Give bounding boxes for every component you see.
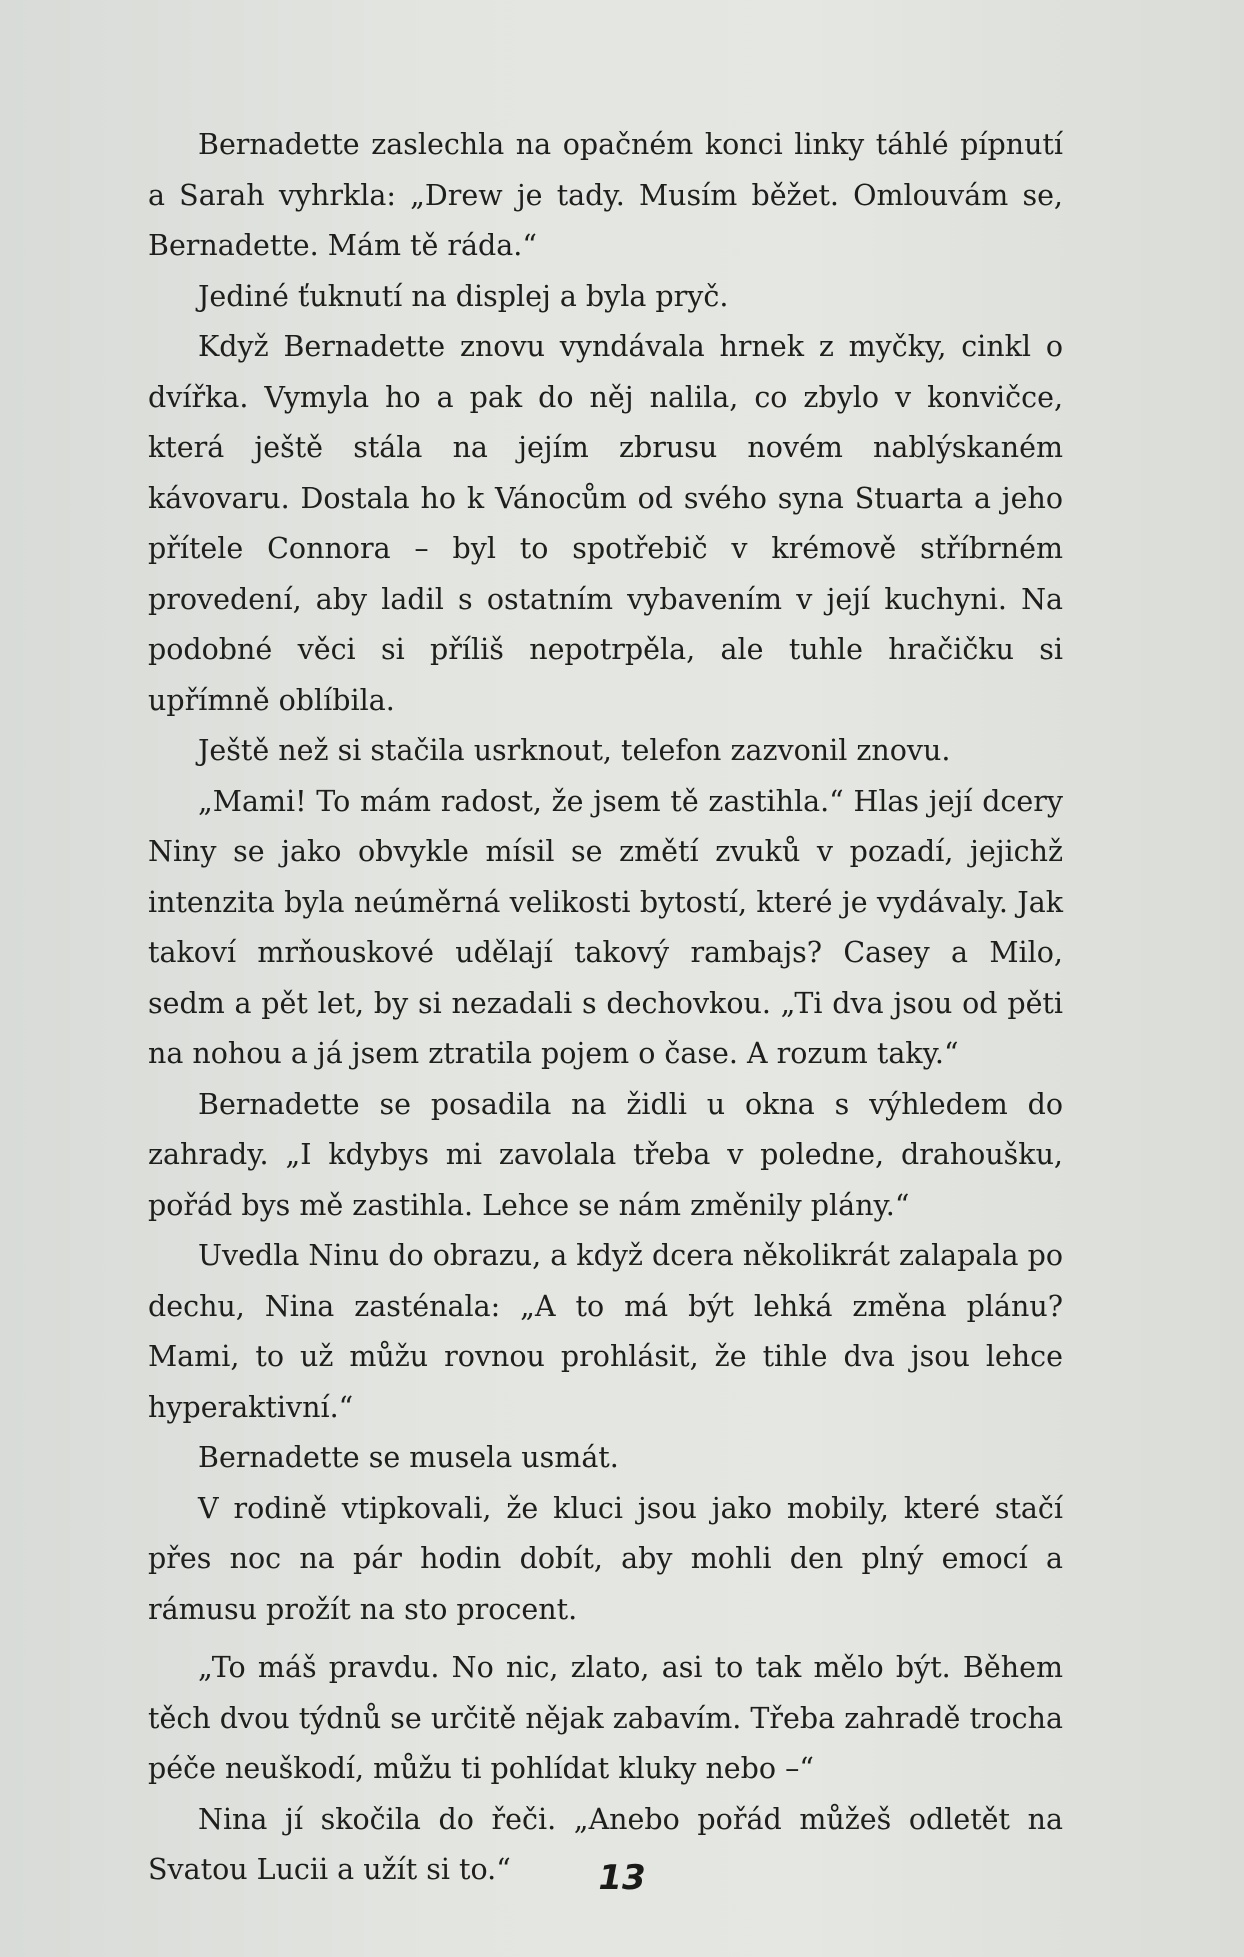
paragraph-6: Bernadette se posadila na židli u okna s výhledem do zahrady. „I kdybys mi zavolala třeba v poledne, drahoušku, pořád bys mě zastihla. Lehce se nám změnily plány.“	[148, 1087, 1063, 1222]
paragraph-11: Nina jí skočila do řeči. „Anebo pořád můžeš odletět na Svatou Lucii a užít si to.“	[148, 1802, 1063, 1886]
paragraph-1: Bernadette zaslechla na opačném konci linky táhlé pípnutí a Sarah vyhrkla: „Drew je tady. Musím běžet. Omlouvám se, Bernadette. Mám tě ráda.“	[148, 128, 1063, 262]
paragraph-8: Bernadette se musela usmát.	[198, 1441, 619, 1474]
paragraph-7: Uvedla Ninu do obrazu, a když dcera několikrát zalapala po dechu, Nina zasténala: „A to má být lehká změna plánu? Mami, to už můžu rovnou prohlásit, že tihle dva jsou lehce hyperaktivní.“	[148, 1239, 1063, 1424]
paragraph-9: V rodině vtipkovali, že kluci jsou jako mobily, které stačí přes noc na pár hodin dobít, aby mohli den plný emocí a rámusu prožít na sto procent.	[148, 1491, 1063, 1626]
page-number: 13	[598, 1858, 646, 1898]
paragraph-2: Jediné ťuknutí na displej a byla pryč.	[198, 279, 729, 313]
paragraph-10: „To máš pravdu. No nic, zlato, asi to tak mělo být. Během těch dvou týdnů se určitě nějak zabavím. Třeba zahradě trocha péče neuškodí, můžu ti pohlídat kluky nebo –“	[148, 1651, 1063, 1785]
paragraph-3: Když Bernadette znovu vyndávala hrnek z myčky, cinkl o dvířka. Vymyla ho a pak do něj nalila, co zbylo v konvičce, která ještě stála na jejím zbrusu novém nablýskaném kávovaru. Dostala ho k Vánocům od svého syna Stuarta a jeho přítele Connora – byl to spotřebič v krémově stříbrném provedení, aby ladil s ostatním vybavením v její kuchyni. Na podobné věci si příliš nepotrpěla, ale tuhle hračičku si upřímně oblíbila.	[148, 330, 1063, 717]
paragraph-5: „Mami! To mám radost, že jsem tě zastihla.“ Hlas její dcery Niny se jako obvykle mísil se změtí zvuků v pozadí, jejichž intenzita byla neúměrná velikosti bytostí, které je vydávaly. Jak takoví mrňouskové udělají takový rambajs? Casey a Milo, sedm a pět let, by si nezadali s dechovkou. „Ti dva jsou od pěti na nohou a já jsem ztratila pojem o čase. A rozum taky.“	[148, 784, 1063, 1070]
paragraph-4: Ještě než si stačila usrknout, telefon zazvonil znovu.	[198, 734, 951, 767]
body-text	[148, 120, 1063, 1896]
